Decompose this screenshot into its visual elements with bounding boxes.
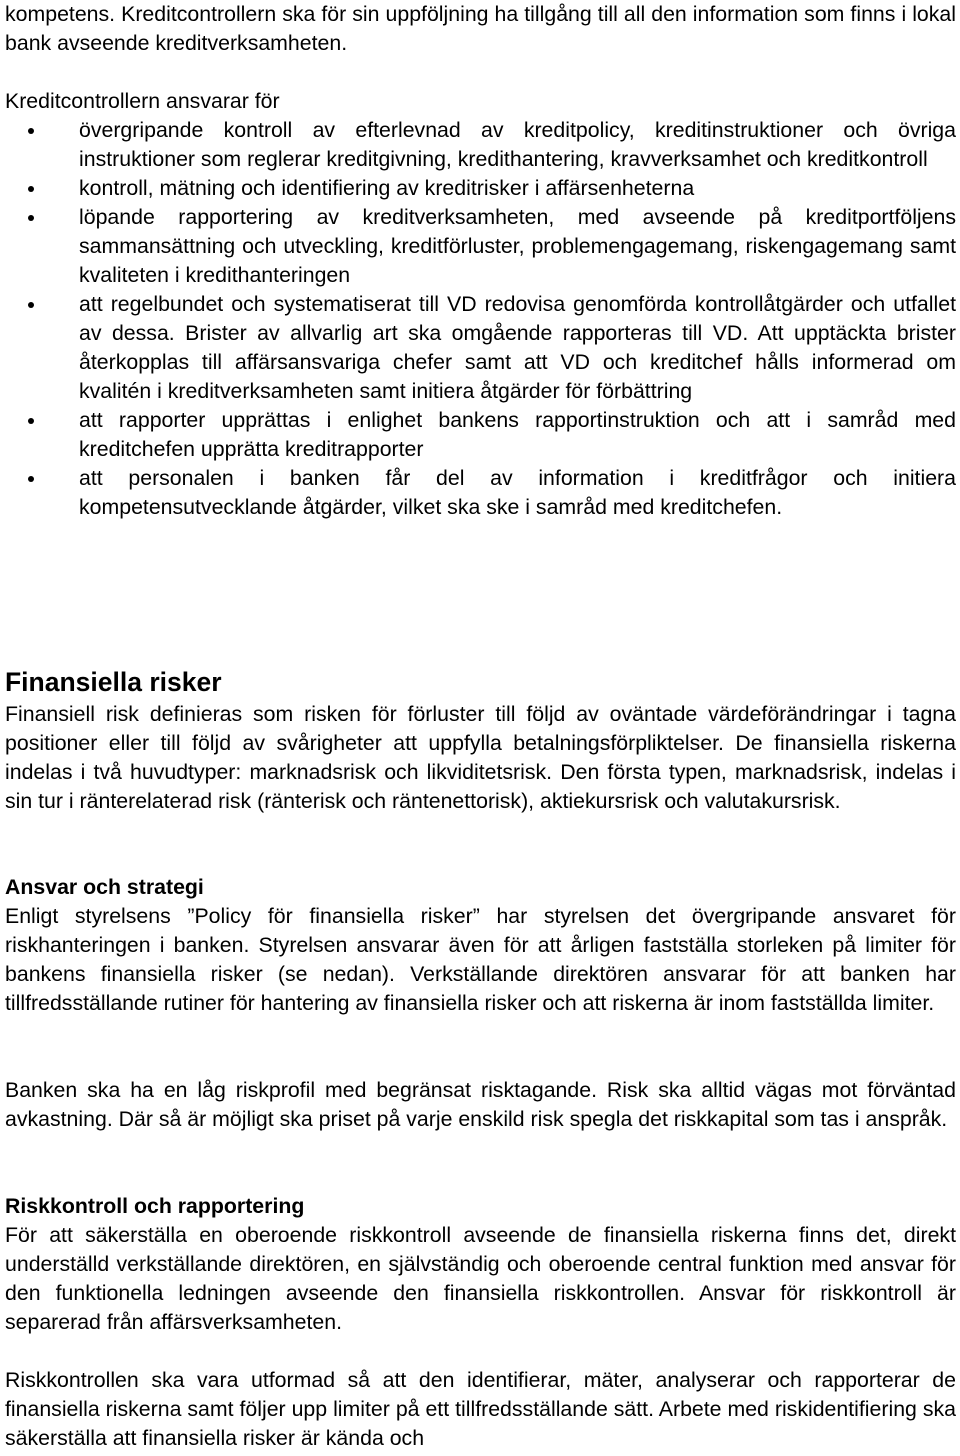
list-item-text: kontroll, mätning och identifiering av kreditrisker i affärsenheterna — [79, 176, 695, 200]
intro-paragraph: kompetens. Kreditcontrollern ska för sin uppföljning ha tillgång till all den information som finns i lokal bank avseende kreditverksamheten. — [5, 2, 956, 55]
bullet-icon — [28, 302, 34, 308]
list-item-text: att rapporter upprättas i enlighet bankens rapportinstruktion och att i samråd med kreditchefen upprätta kreditrapporter — [79, 408, 956, 461]
bullet-icon — [28, 128, 34, 134]
list-item — [0, 290, 956, 406]
list-item-text: övergripande kontroll av efterlevnad av kreditpolicy, kreditinstruktioner och övriga instruktioner som reglerar kreditgivning, kredithantering, kravverksamhet och kreditkontroll — [79, 118, 956, 171]
list-item — [0, 174, 956, 203]
risk-control-paragraph-2: Riskkontrollen ska vara utformad så att den identifierar, mäter, analyserar och rapporterar de finansiella riskerna samt följer upp limiter på ett tillfredsställande sätt. Arbete med riskidentifiering ska säkerställa att finansiella risker är kända och — [5, 1368, 956, 1450]
bullet-icon — [28, 476, 34, 482]
financial-risks-heading: Finansiella risker — [5, 667, 222, 697]
list-item — [0, 464, 956, 522]
financial-risks-paragraph: Finansiell risk definieras som risken för förluster till följd av oväntade värdeförändringar i tagna positioner eller till följd av svårigheter att uppfylla betalningsförpliktelser. De finansiella riskerna indelas i två huvudtyper: marknadsrisk och likviditetsrisk. Den första typen, marknadsrisk, indelas i sin tur i ränterelaterad risk (ränterisk och räntenettorisk), aktiekursrisk och valutakursrisk. — [5, 702, 956, 813]
list-item — [0, 406, 956, 464]
responsibility-heading: Ansvar och strategi — [5, 875, 204, 899]
risk-control-paragraph-1: För att säkerställa en oberoende riskkontroll avseende de finansiella riskerna finns det, direkt underställd verkställande direktören, en självständig och oberoende central funktion med ansvar för den funktionella ledningen avseende den finansiella riskkontrollen. Ansvar för riskkontroll är separerad från affärsverksamheten. — [5, 1223, 956, 1334]
controller-responsibility-list — [0, 116, 960, 522]
responsibility-paragraph-1: Enligt styrelsens ”Policy för finansiella risker” har styrelsen det övergripande ansvaret för riskhanteringen i banken. Styrelsen ansvarar även för att årligen fastställa storleken på limiter för bankens finansiella risker (se nedan). Verkställande direktören ansvarar för att banken har tillfredsställande rutiner för hantering av finansiella risker och att riskerna är inom fastställda limiter. — [5, 904, 956, 1015]
list-item — [0, 203, 956, 290]
responsibility-paragraph-2: Banken ska ha en låg riskprofil med begränsat risktagande. Risk ska alltid vägas mot förväntad avkastning. Där så är möjligt ska priset på varje enskild risk spegla det riskkapital som tas i anspråk. — [5, 1078, 956, 1131]
risk-control-heading: Riskkontroll och rapportering — [5, 1194, 305, 1218]
list-item-text: löpande rapportering av kreditverksamheten, med avseende på kreditportföljens sammansättning och utveckling, kreditförluster, problemengagemang, riskengagemang samt kvaliteten i kredithanteringen — [79, 205, 956, 287]
list-item — [0, 116, 956, 174]
controller-lead: Kreditcontrollern ansvarar för — [5, 89, 280, 113]
bullet-icon — [28, 186, 34, 192]
bullet-icon — [28, 215, 34, 221]
list-item-text: att personalen i banken får del av information i kreditfrågor och initiera kompetensutvecklande åtgärder, vilket ska ske i samråd med kreditchefen. — [79, 466, 956, 519]
list-item-text: att regelbundet och systematiserat till VD redovisa genomförda kontrollåtgärder och utfallet av dessa. Brister av allvarlig art ska omgående rapporteras till VD. Att upptäckta brister återkopplas till affärsansvariga chefer samt att VD och kreditchef hålls informerad om kvalitén i kreditverksamheten samt initiera åtgärder för förbättring — [79, 292, 956, 403]
bullet-icon — [28, 418, 34, 424]
